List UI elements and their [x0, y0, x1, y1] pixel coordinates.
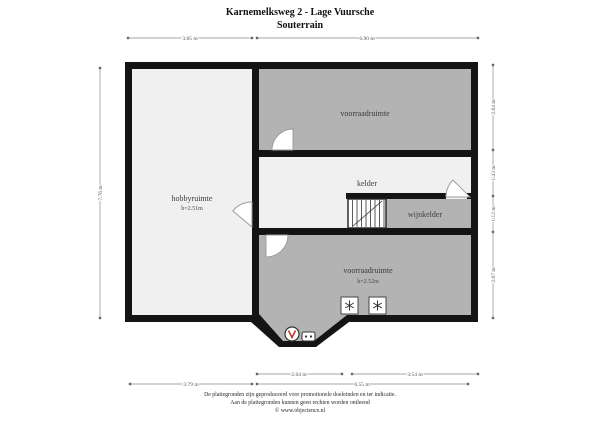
svg-text:3.79 m: 3.79 m	[183, 382, 199, 388]
room-voorraadruimte-bottom-floor	[259, 235, 471, 341]
footer-line-1: De plattegronden zijn geproduceerd voor promotionele doeleinden en ter indicatie.	[204, 392, 396, 398]
dimension-right-2	[491, 150, 497, 197]
label-hobbyruimte-height: h=2.51m	[181, 206, 203, 212]
label-voorraadruimte-bottom: voorraadruimte	[343, 266, 393, 275]
footer-disclaimer	[0, 392, 600, 415]
title-floor: Souterrain	[276, 20, 324, 31]
dimension-right-1	[491, 64, 497, 151]
appliance-icon-2	[369, 297, 386, 314]
label-wijnkelder: wijnkelder	[407, 210, 443, 219]
svg-text:2.64 m: 2.64 m	[491, 99, 497, 115]
boiler-icon	[285, 327, 299, 341]
label-kelder: kelder	[357, 179, 377, 188]
dimension-bottom-inner-left	[256, 372, 343, 378]
label-hobbyruimte: hobbyruimte	[171, 194, 213, 203]
dimension-right-3	[491, 196, 497, 233]
outlet-icon	[302, 332, 315, 341]
appliance-icon-1	[341, 297, 358, 314]
svg-text:7.76 m: 7.76 m	[98, 185, 104, 201]
dimension-bottom-outer-left	[129, 382, 253, 388]
svg-text:6.55 m: 6.55 m	[354, 382, 370, 388]
svg-text:3.85 m: 3.85 m	[182, 36, 198, 42]
svg-text:2.64 m: 2.64 m	[291, 372, 307, 378]
dimension-bottom-inner-right	[351, 372, 479, 378]
footer-line-2: Aan de plattegronden kunnen geen rechten worden ontleend	[230, 399, 370, 406]
dimension-top-right	[256, 36, 479, 42]
dimension-top-left	[127, 36, 253, 42]
staircase-icon	[348, 199, 386, 228]
dimension-left-total	[98, 67, 104, 319]
dimension-bottom-outer-right	[256, 382, 469, 388]
dimension-right-4	[491, 232, 497, 319]
svg-text:2.67 m: 2.67 m	[491, 267, 497, 283]
room-hobbyruimte-floor	[132, 69, 252, 315]
svg-text:6.90 m: 6.90 m	[359, 36, 375, 42]
label-voorraadruimte-top: voorraadruimte	[340, 109, 390, 118]
footer-line-3: © www.objectence.nl	[274, 407, 326, 414]
svg-text:3.54 m: 3.54 m	[407, 372, 423, 378]
label-voorraadruimte-bottom-height: h=2.52m	[357, 279, 379, 285]
svg-text:1.43 m: 1.43 m	[491, 165, 497, 181]
svg-text:1.12 m: 1.12 m	[491, 206, 497, 222]
title-address: Karnemelksweg 2 - Lage Vuursche	[225, 7, 375, 18]
